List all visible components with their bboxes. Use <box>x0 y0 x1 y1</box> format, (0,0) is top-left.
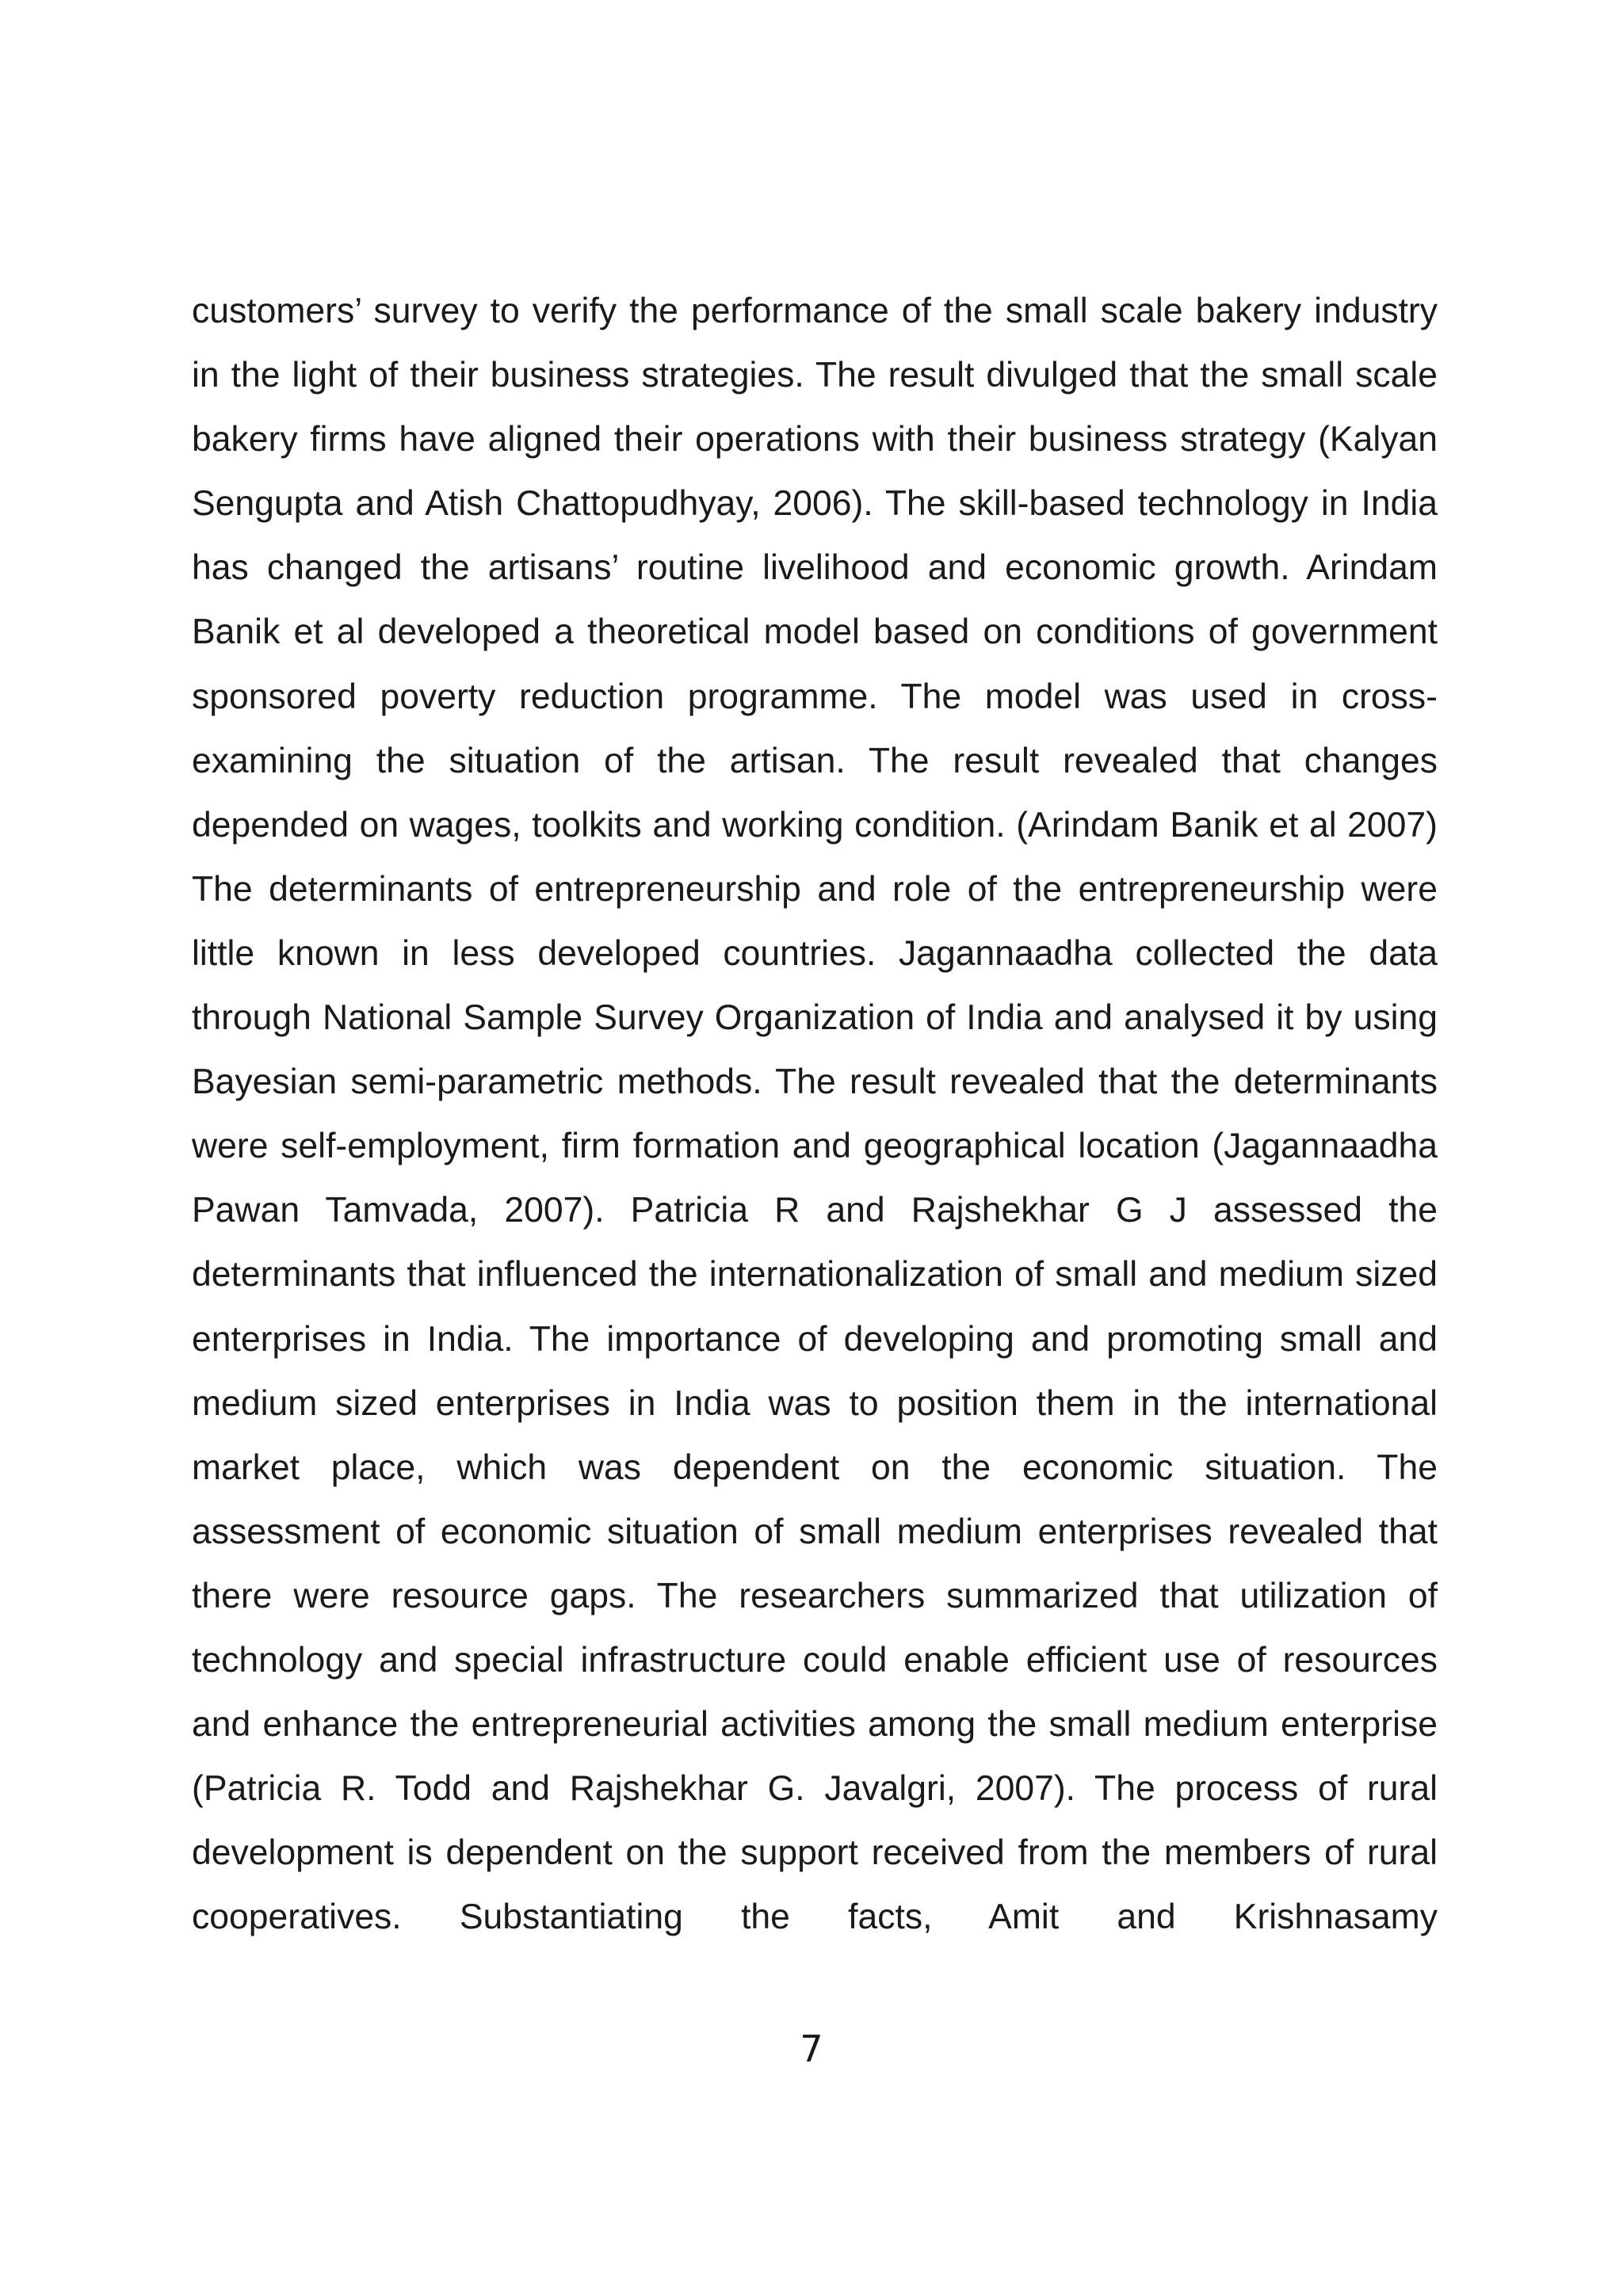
page-number: 7 <box>800 2027 823 2070</box>
body-paragraph: customers’ survey to verify the performance of the small scale bakery industry in the light of their business strategies. The result divulged that the small scale bakery firms have aligned their operations with their business strategy (Kalyan Sengupta and Atish Chattopudhyay, 2006). The skill-based technology in India has changed the artisans’ routine livelihood and economic growth. Arindam Banik et al developed a theoretical model based on conditions of government sponsored poverty reduction programme. The model was used in cross-examining the situation of the artisan. The result revealed that changes depended on wages, toolkits and working condition. (Arindam Banik et al 2007) The determinants of entrepreneurship and role of the entrepreneurship were little known in less developed countries. Jagannaadha collected the data through National Sample Survey Organization of India and analysed it by using Bayesian semi-parametric methods. The result revealed that the determinants were self-employment, firm formation and geographical location (Jagannaadha Pawan Tamvada, 2007). Patricia R and Rajshekhar G J assessed the determinants that influenced the internationalization of small and medium sized enterprises in India. The importance of developing and promoting small and medium sized enterprises in India was to position them in the international market place, which was dependent on the economic situation. The assessment of economic situation of small medium enterprises revealed that there were resource gaps. The researchers summarized that utilization of technology and special infrastructure could enable efficient use of resources and enhance the entrepreneurial activities among the small medium enterprise (Patricia R. Todd and Rajshekhar G. Javalgri, 2007). The process of rural development is dependent on the support received from the members of rural cooperatives. Substantiating the facts, Amit and Krishnasamy <box>192 292 1438 1937</box>
